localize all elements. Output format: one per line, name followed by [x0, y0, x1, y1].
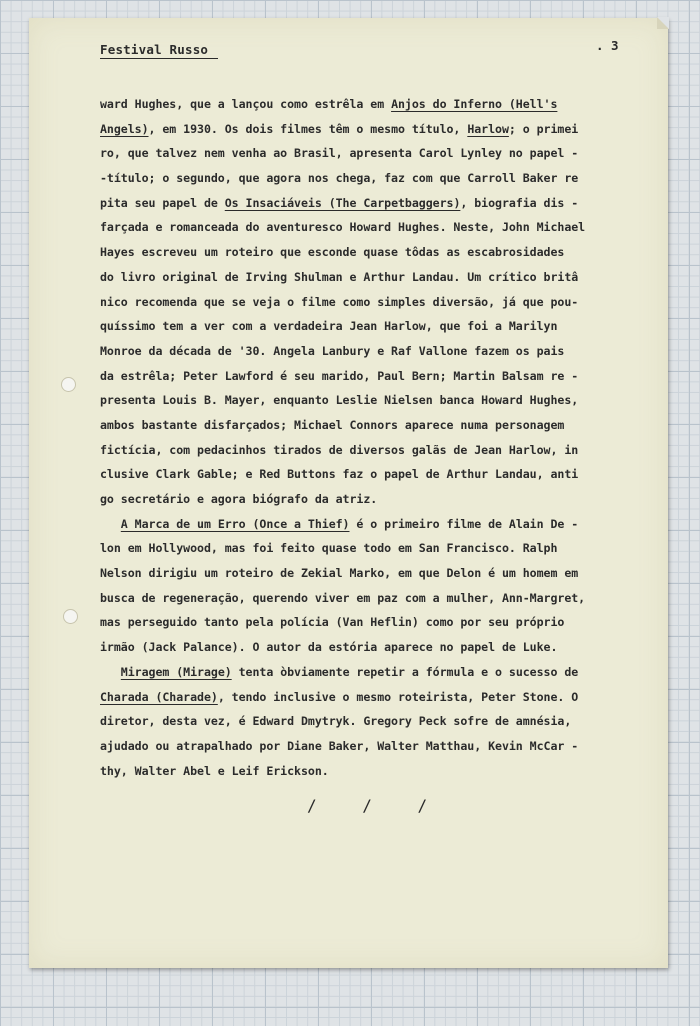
- text-segment: -título; o segundo, que agora nos chega, faz com que Carroll Baker re: [100, 171, 579, 186]
- text-segment: ward Hughes, que a lançou como estrêla em: [100, 97, 392, 111]
- text-line: [100, 166, 640, 191]
- text-line: [100, 586, 640, 611]
- text-line: [100, 438, 640, 463]
- text-line: [100, 709, 640, 734]
- text-line: [100, 364, 640, 389]
- text-segment: , tendo inclusive o mesmo roteirista, Peter Stone. O: [217, 689, 579, 704]
- text-segment: diretor, desta vez, é Edward Dmytryk. Gregory Peck sofre de amnésia,: [100, 714, 572, 729]
- film-title: Harlow: [467, 121, 509, 136]
- text-line: [100, 92, 640, 117]
- text-segment: , biografia dis -: [460, 195, 579, 210]
- text-segment: lon em Hollywood, mas foi feito quase todo em San Francisco. Ralph: [100, 541, 558, 556]
- text-segment: do livro original de Irving Shulman e Arthur Landau. Um crítico britâ: [100, 269, 579, 284]
- text-line: [100, 635, 640, 660]
- text-line: [100, 215, 640, 240]
- text-segment: ro, que talvez nem venha ao Brasil, apresenta Carol Lynley no papel -: [100, 146, 579, 161]
- text-segment: farçada e romanceada do aventuresco Howard Hughes. Neste, John Michael: [100, 220, 586, 235]
- text-line: [100, 685, 640, 710]
- film-title: Anjos do Inferno (Hell's: [391, 97, 558, 111]
- text-segment: tenta òbviamente repetir a fórmula e o sucesso de: [231, 664, 579, 679]
- text-segment: busca de regeneração, querendo viver em paz com a mulher, Ann-Margret,: [100, 590, 586, 605]
- text-line: [100, 487, 640, 512]
- text-line: [100, 536, 640, 561]
- body-text: [100, 92, 640, 783]
- text-line: [100, 240, 640, 265]
- text-segment: clusive Clark Gable; e Red Buttons faz o papel de Arthur Landau, anti: [100, 467, 579, 482]
- text-segment: é o primeiro filme de Alain De -: [349, 516, 579, 531]
- text-line: [100, 561, 640, 586]
- text-line: [100, 660, 640, 685]
- page-header-title: Festival Russo: [100, 42, 218, 59]
- text-line: [100, 610, 640, 635]
- text-segment: quíssimo tem a ver com a verdadeira Jean Harlow, que foi a Marilyn: [100, 319, 558, 334]
- typewritten-page: [29, 18, 668, 968]
- text-line: [100, 314, 640, 339]
- text-line: [100, 759, 640, 784]
- text-line: [100, 413, 640, 438]
- text-segment: ; o primei: [508, 121, 579, 136]
- text-line: [100, 141, 640, 166]
- text-segment: Nelson dirigiu um roteiro de Zekial Marko, em que Delon é um homem em: [100, 566, 579, 581]
- text-segment: nico recomenda que se veja o filme como simples diversão, já que pou-: [100, 294, 579, 309]
- punch-hole-lower: [63, 609, 78, 624]
- text-line: [100, 290, 640, 315]
- text-line: [100, 462, 640, 487]
- text-line: [100, 117, 640, 142]
- film-title: Os Insaciáveis (The Carpetbaggers): [224, 195, 461, 210]
- text-line: [100, 265, 640, 290]
- text-segment: Monroe da década de '30. Angela Lanbury e Raf Vallone fazem os pais: [100, 343, 565, 358]
- text-line: [100, 388, 640, 413]
- film-title: A Marca de um Erro (Once a Thief): [120, 516, 350, 531]
- text-segment: irmão (Jack Palance). O autor da estória aparece no papel de Luke.: [100, 640, 558, 655]
- text-line: [100, 512, 640, 537]
- text-line: [100, 339, 640, 364]
- film-title: Charada (Charade): [100, 689, 218, 704]
- text-segment: thy, Walter Abel e Leif Erickson.: [100, 763, 329, 778]
- text-segment: ambos bastante disfarçados; Michael Connors aparece numa personagem: [100, 417, 565, 432]
- closing-slashes: / / /: [307, 796, 446, 815]
- text-segment: mas perseguido tanto pela polícia (Van Heflin) como por seu próprio: [100, 615, 565, 630]
- text-segment: go secretário e agora biógrafo da atriz.: [100, 492, 378, 506]
- punch-hole-upper: [61, 377, 76, 392]
- text-line: [100, 734, 640, 759]
- text-segment: [100, 517, 121, 531]
- text-line: [100, 191, 640, 216]
- page-number: . 3: [596, 38, 619, 53]
- text-segment: , em 1930. Os dois filmes têm o mesmo título,: [148, 121, 468, 136]
- film-title: Angels): [100, 121, 149, 136]
- text-segment: ajudado ou atrapalhado por Diane Baker, Walter Matthau, Kevin McCar -: [100, 738, 579, 753]
- text-segment: Hayes escreveu um roteiro que esconde quase tôdas as escabrosidades: [100, 245, 565, 260]
- text-segment: fictícia, com pedacinhos tirados de diversos galãs de Jean Harlow, in: [100, 442, 579, 457]
- text-segment: presenta Louis B. Mayer, enquanto Leslie Nielsen banca Howard Hughes,: [100, 393, 579, 408]
- text-segment: pita seu papel de: [100, 195, 225, 210]
- text-segment: [100, 665, 121, 679]
- folded-corner: [657, 17, 669, 29]
- film-title: Miragem (Mirage): [120, 664, 232, 679]
- text-segment: da estrêla; Peter Lawford é seu marido, Paul Bern; Martin Balsam re -: [100, 368, 579, 383]
